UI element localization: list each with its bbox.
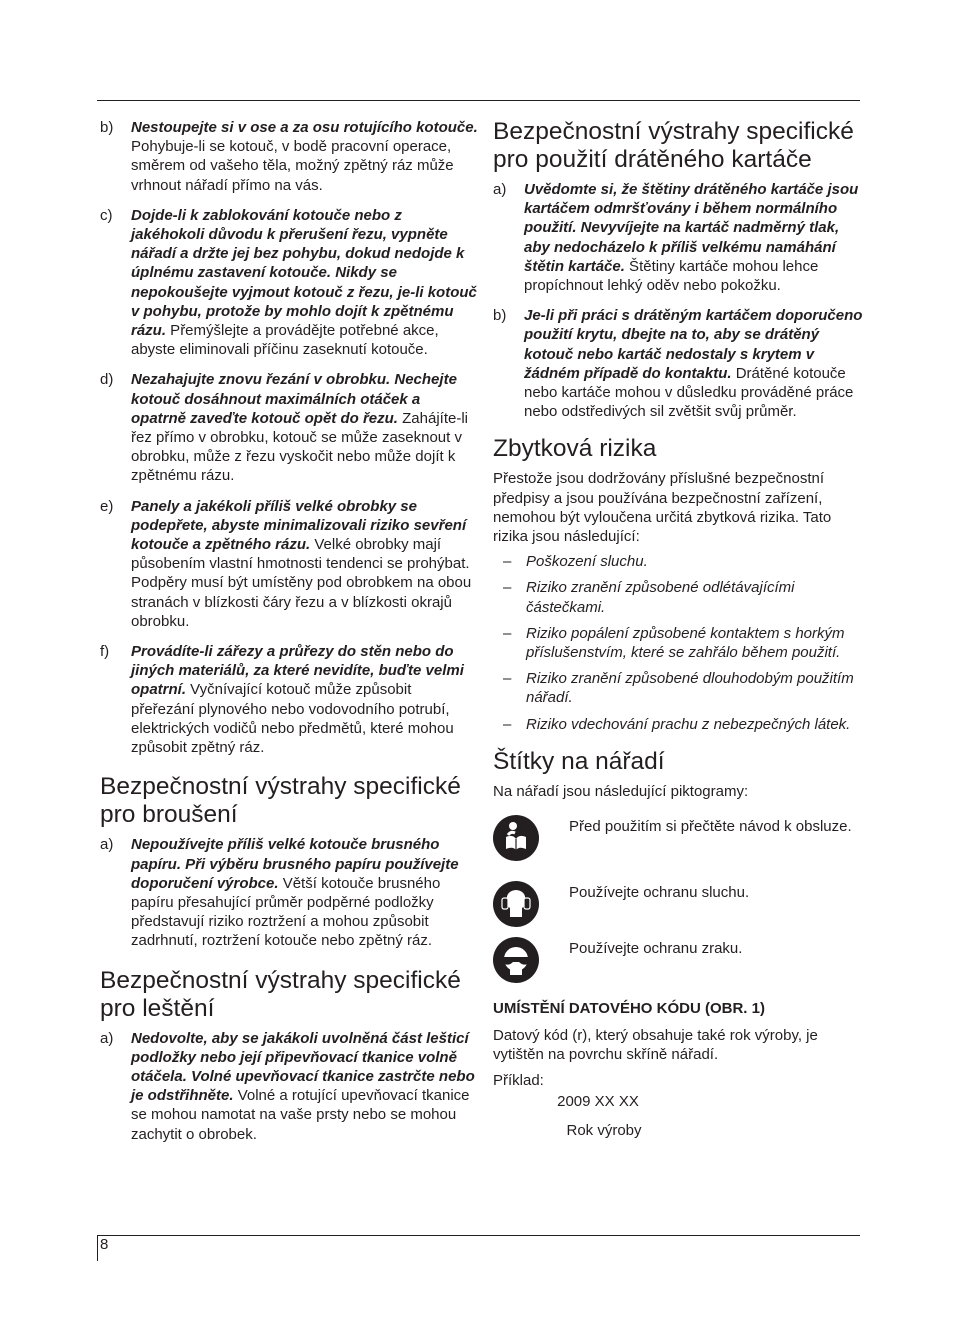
list-item: b) Je-li při práci s drátěným kartáčem doporučeno použití krytu, dbejte na to, aby se drátěný kotouč nebo kartáč nedostaly s krytem v žádném případě do kontaktu. Drátěné kotouče nebo kartáče mohou v důsledku prováděné práce nebo odstředivých sil zvětšit svůj průměr. <box>493 307 863 421</box>
section-heading-polishing: Bezpečnostní výstrahy specifické pro leštění <box>100 966 461 1022</box>
list-item: a) Uvědomte si, že štětiny drátěného kartáče jsou kartáčem odmršťovány i během normálního použití. Nevyvíjejte na kartáč nadměrný tlak, aby nedocházelo k příliš velkému namáhání štětin kartáče. Štětiny kartáče mohou lehce propíchnout lehký oděv nebo pokožku. <box>493 181 859 295</box>
risk-item: – Riziko zranění způsobené odlétávajícími částečkami. <box>503 579 795 616</box>
left-column <box>100 118 478 1155</box>
section-heading-sanding: Bezpečnostní výstrahy specifické pro broušení <box>100 773 461 829</box>
bottom-rule <box>97 1235 860 1236</box>
date-code-text: Datový kód (r), který obsahuje také rok výroby, je vytištěn na povrchu skříně nářadí. <box>493 1027 818 1064</box>
list-item: d) Nezahajujte znovu řezání v obrobku. Nechejte kotouč dosáhnout maximálních otáček a opatrně zaveďte kotouč opět do řezu. Zahájíte-li řez přímo v obrobku, kotouč se může zaseknout v obrobku, může z řezu vyskočit nebo může dojít k zpětnému rázu. <box>100 371 468 485</box>
risk-item: – Poškození sluchu. <box>503 553 648 571</box>
pictogram-row <box>493 881 863 937</box>
pictogram-text: Používejte ochranu sluchu. <box>569 884 750 902</box>
pictogram-row <box>493 815 863 881</box>
ear-protection-icon <box>493 881 539 927</box>
date-code-heading: UMÍSTĚNÍ DATOVÉHO KÓDU (OBR. 1) <box>493 1000 765 1018</box>
section-heading-residual-risks: Zbytková rizika <box>493 435 657 463</box>
risk-item: – Riziko zranění způsobené dlouhodobým použitím nářadí. <box>503 670 854 707</box>
risk-item: – Riziko popálení způsobené kontaktem s horkým příslušenstvím, které se zahřálo během použití. <box>503 624 845 662</box>
read-manual-icon <box>493 815 539 861</box>
pictogram-text: Používejte ochranu zraku. <box>569 940 743 958</box>
list-item: f) Provádíte-li zářezy a průřezy do stěn nebo do jiných materiálů, za které nevidíte, buďte velmi opatrní. Vyčnívající kotouč může způsobit přeřezání plynového nebo vodovodního potrubí, elektrických vodičů nebo předmětů, které mohou způsobit zpětný ráz. <box>100 643 464 757</box>
example-caption: Rok výroby <box>566 1122 642 1140</box>
section-heading-wire-brush: Bezpečnostní výstrahy specifické pro použití drátěného kartáče <box>493 118 854 173</box>
list-item: a) Nedovolte, aby se jakákoli uvolněná část lešticí podložky nebo její připevňovací tkanice volně otáčela. Volné upevňovací tkanice zastrčte nebo je odstřihněte. Volné a rotující upevňovací tkanice se mohou namotat na vaše prsty nebo se mohou zachytit o obrobek. <box>100 1029 475 1143</box>
residual-intro: Přestože jsou dodržovány příslušné bezpečnostní předpisy a jsou používána bezpečnostní zařízení, nemohou být vyloučena určitá zbytková rizika. Tato rizika jsou následující: <box>493 470 832 546</box>
section-heading-labels: Štítky na nářadí <box>493 747 665 775</box>
eye-protection-icon <box>493 937 539 983</box>
example-label: Příklad: <box>493 1071 544 1089</box>
right-column <box>493 118 863 1140</box>
example-value: 2009 XX XX <box>557 1092 639 1110</box>
labels-intro: Na nářadí jsou následující piktogramy: <box>493 782 749 800</box>
footer-divider <box>97 1235 98 1261</box>
list-item: b) Nestoupejte si v ose a za osu rotujícího kotouče. Pohybuje-li se kotouč, v bodě pracovní operace, směrem od vašeho těla, možný zpětný ráz může vrhnout nářadí přímo na vás. <box>100 119 478 194</box>
list-item: c) Dojde-li k zablokování kotouče nebo z jakéhokoli důvodu k přerušení řezu, vypněte nářadí a držte jej bez pohybu, dokud nedojde k úplnému zastavení kotouče. Nikdy se nepokoušejte vyjmout kotouč z řezu, je-li kotouč v pohybu, protože by mohlo dojít k zpětnému rázu. Přemýšlejte a provádějte potřebné akce, abyste eliminovali příčinu zaseknutí kotouče. <box>100 206 477 359</box>
list-item: a) Nepoužívejte příliš velké kotouče brusného papíru. Při výběru brusného papíru používejte doporučení výrobce. Větší kotouče brusného papíru přesahující průměr podpěrné podložky představují riziko roztržení a mohou způsobit zadrhnutí, roztržení kotouče nebo zpětný ráz. <box>100 836 459 950</box>
list-item: e) Panely a jakékoli příliš velké obrobky se podepřete, abyste minimalizovali riziko sevření kotouče a zpětného rázu. Velké obrobky mají působením vlastní hmotnosti tendenci se prohýbat. Podpěry musí být umístěny pod obrobkem na obou stranách v blízkosti čáry řezu a v blízkosti okrajů obrobku. <box>100 497 472 630</box>
page-number: 8 <box>100 1236 109 1253</box>
pictogram-row <box>493 937 863 987</box>
risk-item: – Riziko vdechování prachu z nebezpečných látek. <box>503 715 851 733</box>
pictogram-text: Před použitím si přečtěte návod k obsluze. <box>569 818 852 836</box>
top-rule <box>97 100 860 101</box>
